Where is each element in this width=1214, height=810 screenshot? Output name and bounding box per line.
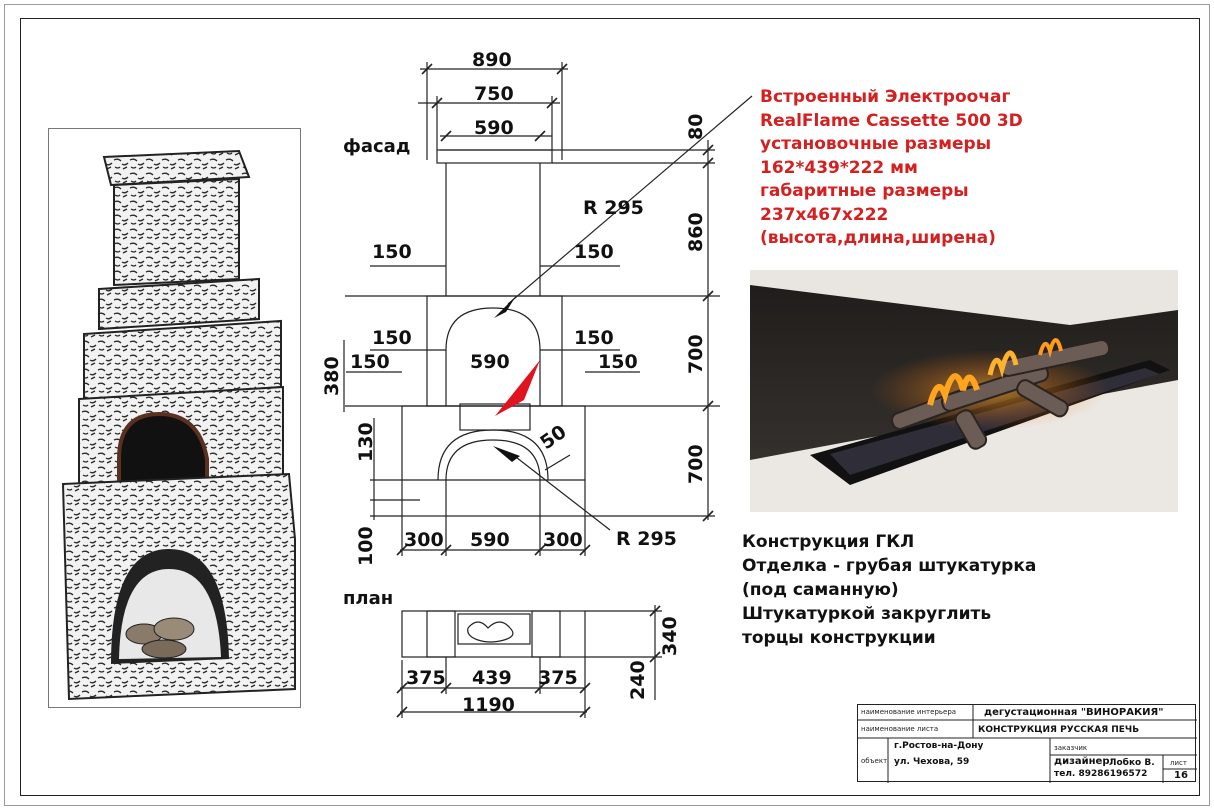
sheet-name-label: наименование листа (861, 725, 939, 733)
construction-note (742, 530, 1122, 650)
spec-line: установочные размеры (760, 134, 992, 154)
dim-150-d: 150 (574, 327, 614, 349)
dim-860: 860 (685, 212, 707, 252)
spec-line: (высота,длина,ширена) (760, 228, 996, 248)
dim-375-right: 375 (538, 667, 578, 689)
dim-150-f: 150 (598, 351, 638, 373)
dim-300-left: 300 (404, 529, 444, 551)
dim-r295-lower: R 295 (616, 528, 677, 550)
note-line: Конструкция ГКЛ (742, 532, 915, 552)
note-line: торцы конструкции (742, 628, 936, 648)
spec-line: 162*439*222 мм (760, 157, 918, 178)
address-street: ул. Чехова, 59 (894, 757, 970, 767)
address-city: г.Ростов-на-Дону (894, 741, 984, 751)
spec-line: габаритные размеры (760, 181, 969, 201)
interior-value: дегустационная "ВИНОРАКИЯ" (984, 707, 1164, 718)
sheet-name-value: КОНСТРУКЦИЯ РУССКАЯ ПЕЧЬ (978, 725, 1140, 735)
sheet-number: 16 (1174, 770, 1188, 781)
radius-arrow-lower (493, 446, 520, 462)
electric-fireplace-image (750, 270, 1178, 512)
dim-700-upper: 700 (685, 334, 707, 374)
dim-130: 130 (355, 422, 377, 462)
note-line: Отделка - грубая штукатурка (742, 556, 1037, 576)
dim-590-bottom: 590 (470, 529, 510, 551)
dim-590-mid: 590 (470, 351, 510, 373)
plan-label: план (343, 588, 394, 609)
dim-150-c: 150 (372, 327, 412, 349)
dim-150-e: 150 (350, 351, 390, 373)
designer-name: Лобко В. (1109, 758, 1155, 768)
dim-50: 50 (536, 420, 571, 455)
spec-line: 237х467х222 (760, 204, 889, 225)
spec-line: RealFlame Cassette 500 3D (760, 110, 1023, 131)
dim-340: 340 (659, 616, 681, 656)
dim-240: 240 (627, 660, 649, 700)
dim-80: 80 (685, 113, 707, 140)
fireplace-photo (750, 270, 1178, 512)
sheet-number-label: лист (1170, 759, 1187, 767)
dim-590-top: 590 (474, 117, 514, 139)
dim-150-a: 150 (372, 241, 412, 263)
dim-r295-upper: R 295 (583, 197, 644, 219)
spec-line: Встроенный Электроочаг (760, 87, 1011, 107)
dim-300-right: 300 (543, 529, 583, 551)
dim-700-lower: 700 (685, 444, 707, 484)
radius-arrow-upper (494, 296, 516, 318)
dim-890: 890 (472, 49, 512, 71)
note-line: (под саманную) (742, 580, 899, 600)
interior-label: наименование интерьера (861, 708, 957, 716)
dim-100: 100 (355, 526, 377, 566)
title-block (857, 704, 1196, 782)
dim-375-left: 375 (406, 667, 446, 689)
dim-1190: 1190 (462, 694, 515, 716)
note-line: Штукатуркой закруглить (742, 604, 992, 624)
customer-label: заказчик (1054, 744, 1088, 752)
object-label: объект (861, 757, 888, 765)
dim-150-b: 150 (574, 241, 614, 263)
dim-380: 380 (321, 356, 343, 396)
facade-label: фасад (343, 136, 411, 157)
dim-750: 750 (474, 83, 514, 105)
dim-439: 439 (472, 667, 512, 689)
designer-label: дизайнер: (1054, 756, 1114, 767)
fireplace-spec-note (760, 86, 1090, 251)
designer-phone: тел. 89286196572 (1054, 769, 1148, 779)
